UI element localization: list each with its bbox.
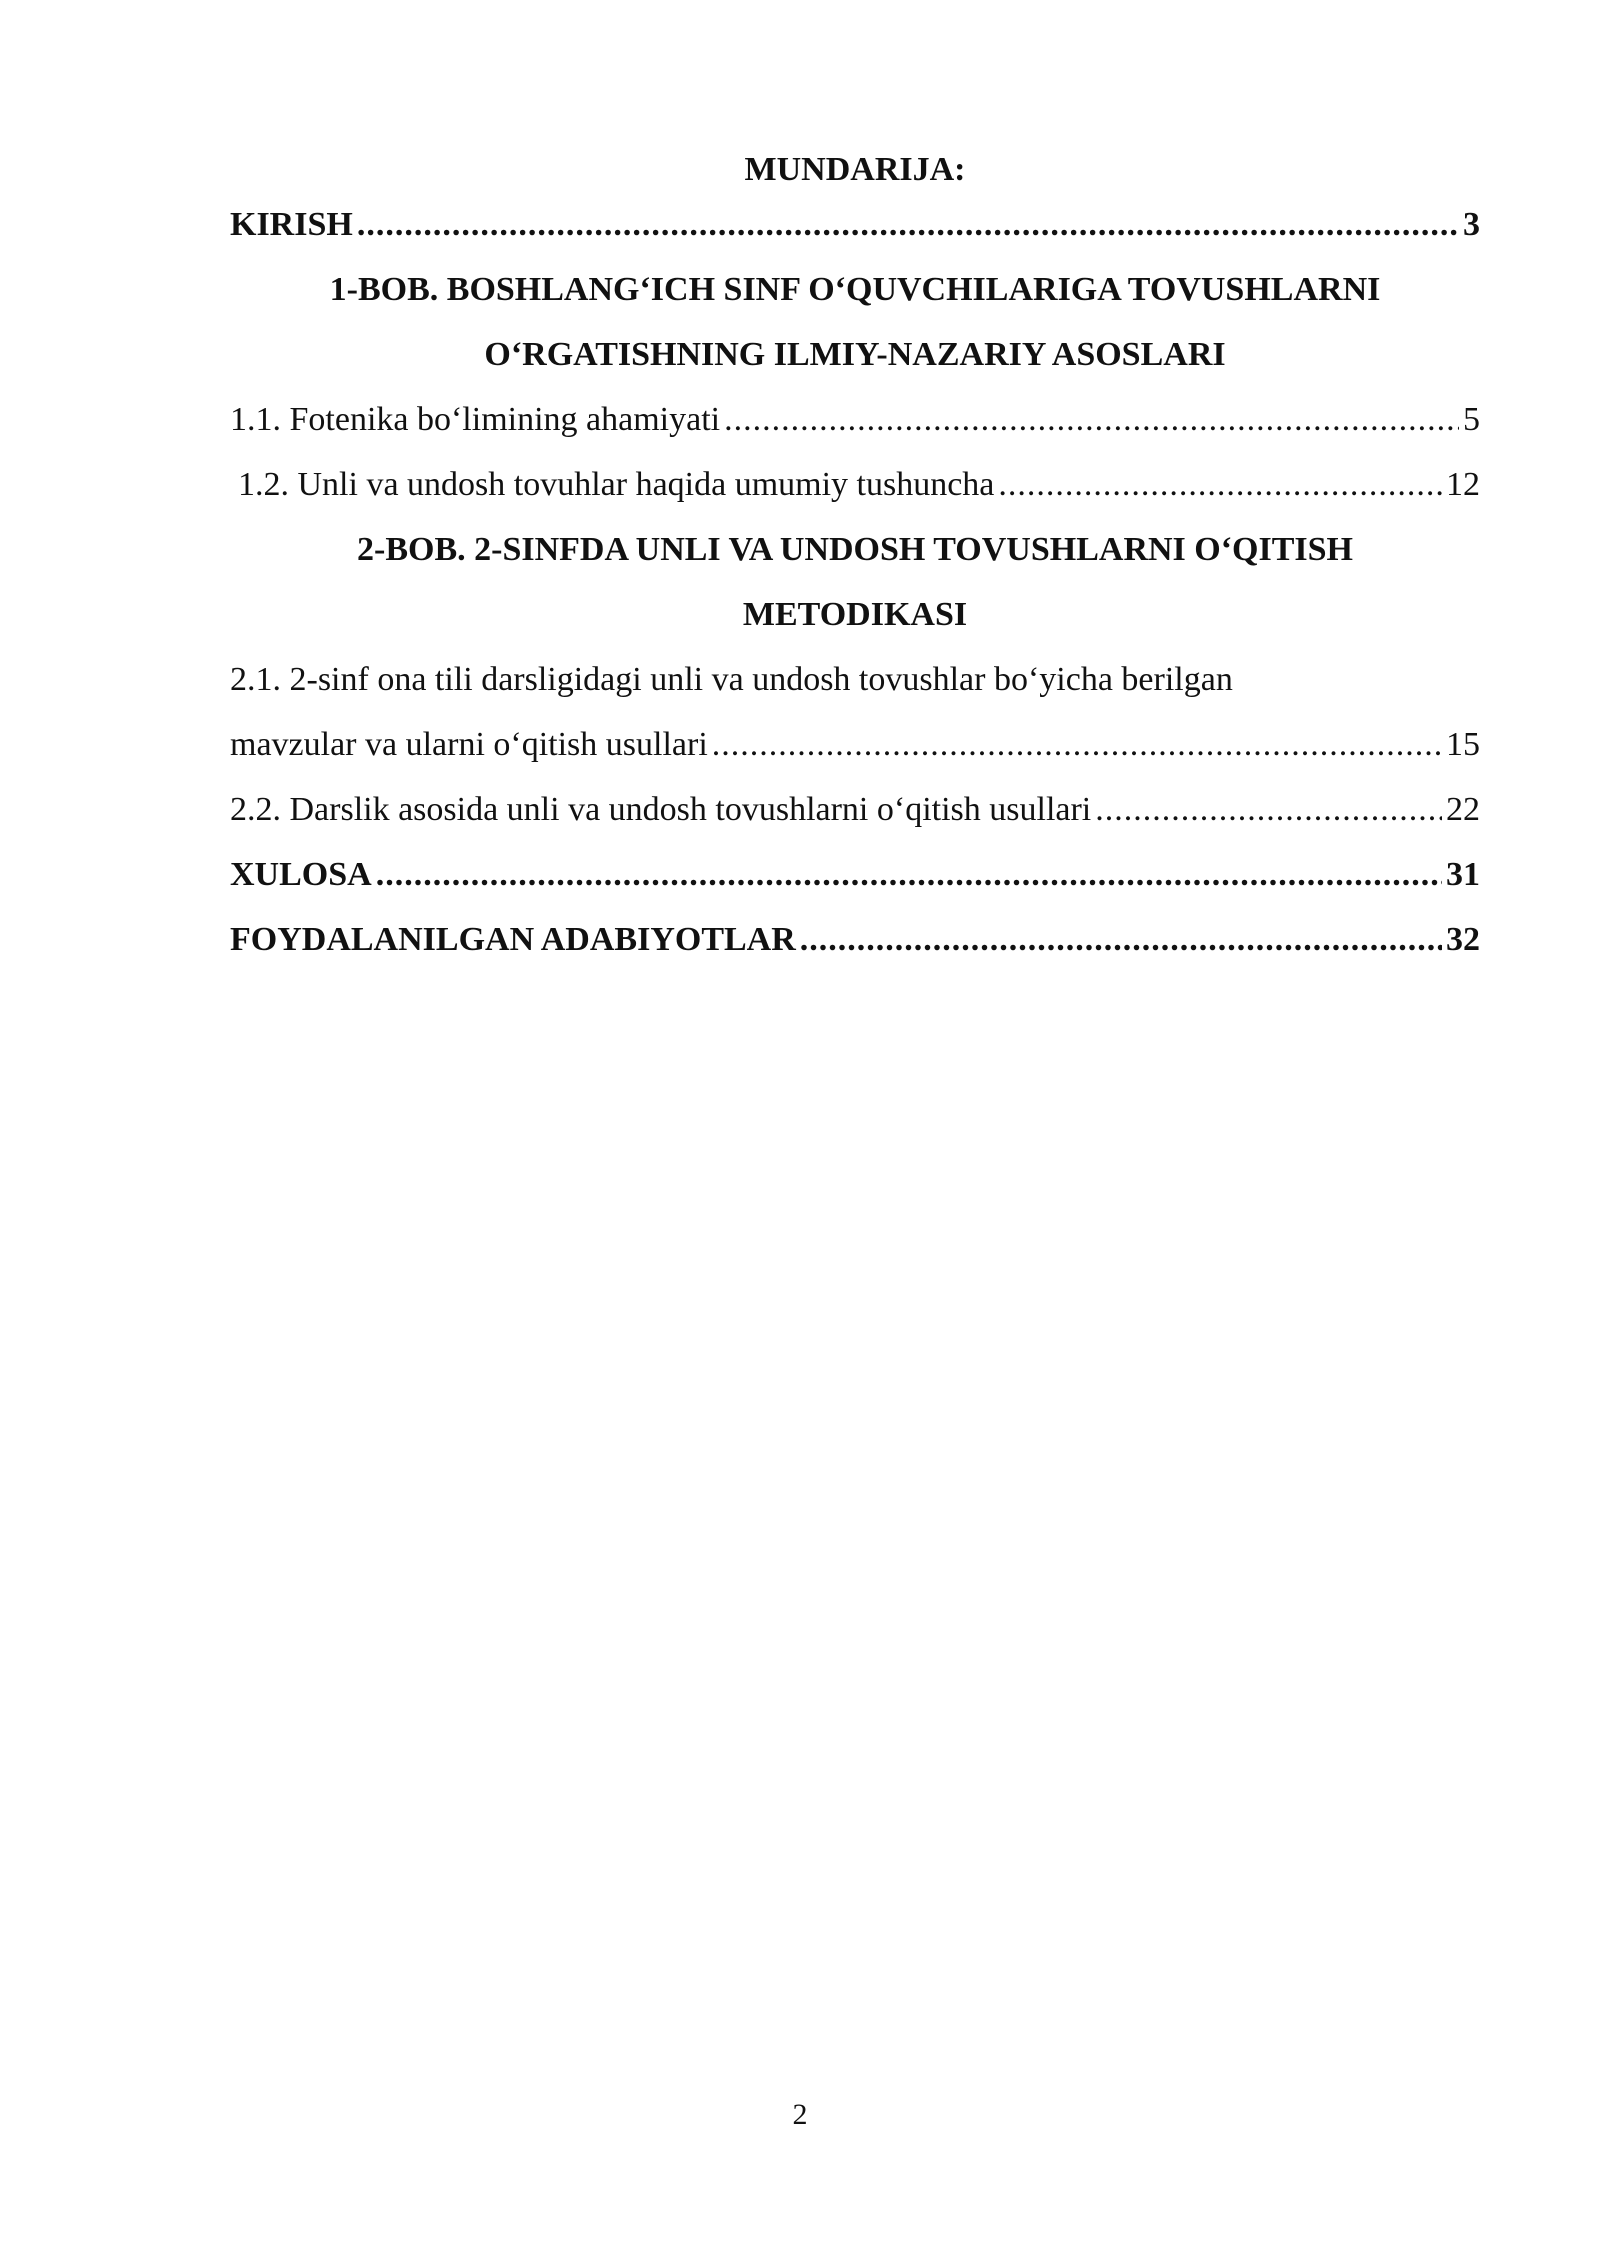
toc-entry-kirish: [230, 192, 1480, 257]
chapter-1-heading: [230, 257, 1480, 387]
toc-entry-label: FOYDALANILGAN ADABIYOTLAR: [230, 921, 796, 958]
dot-leader: [357, 192, 1459, 257]
toc-entry-label: mavzular va ularni o‘qitish usullari: [230, 726, 708, 763]
page-number: 2: [792, 2098, 808, 2131]
toc-entry-label: XULOSA: [230, 856, 372, 893]
chapter-2-line-1: 2-BOB. 2-SINFDA UNLI VA UNDOSH TOVUSHLARNI O‘QITISH: [357, 531, 1353, 568]
table-of-contents: [230, 148, 1480, 972]
toc-page-number: 15: [1446, 726, 1480, 763]
toc-entry-label: 1.1. Fotenika bo‘limining ahamiyati: [230, 401, 721, 438]
toc-page-number: 22: [1446, 791, 1480, 828]
toc-entry-2-1: [230, 712, 1480, 777]
dot-leader: [800, 907, 1442, 972]
toc-entry-2-1-line-1: 2.1. 2-sinf ona tili darsligidagi unli va undosh tovushlar bo‘yicha berilgan: [230, 661, 1233, 698]
dot-leader: [724, 387, 1459, 452]
toc-entry-xulosa: [230, 842, 1480, 907]
toc-page-number: 32: [1446, 921, 1480, 958]
toc-entry-1-1: [230, 387, 1480, 452]
toc-page-number: 31: [1446, 856, 1480, 893]
toc-entry-label: 2.2. Darslik asosida unli va undosh tovushlarni o‘qitish usullari: [230, 791, 1092, 828]
toc-entry-adabiyotlar: [230, 907, 1480, 972]
toc-entry-label: KIRISH: [230, 206, 353, 243]
chapter-1-line-1: 1-BOB. BOSHLANG‘ICH SINF O‘QUVCHILARIGA TOVUSHLARNI: [329, 271, 1381, 308]
dot-leader: [998, 452, 1442, 517]
chapter-1-line-2: O‘RGATISHNING ILMIY-NAZARIY ASOSLARI: [484, 336, 1226, 373]
dot-leader: [376, 842, 1442, 907]
toc-entry-1-2: [230, 452, 1480, 517]
chapter-2-line-2: METODIKASI: [742, 596, 968, 633]
toc-title: MUNDARIJA:: [744, 151, 966, 188]
toc-page-number: 12: [1446, 466, 1480, 503]
toc-entry-label: 1.2. Unli va undosh tovuhlar haqida umumiy tushuncha: [238, 466, 995, 503]
toc-entry-2-2: [230, 777, 1480, 842]
dot-leader: [1095, 777, 1442, 842]
toc-page-number: 3: [1463, 206, 1480, 243]
dot-leader: [712, 712, 1442, 777]
chapter-2-heading: [230, 517, 1480, 647]
toc-page-number: 5: [1463, 401, 1480, 438]
